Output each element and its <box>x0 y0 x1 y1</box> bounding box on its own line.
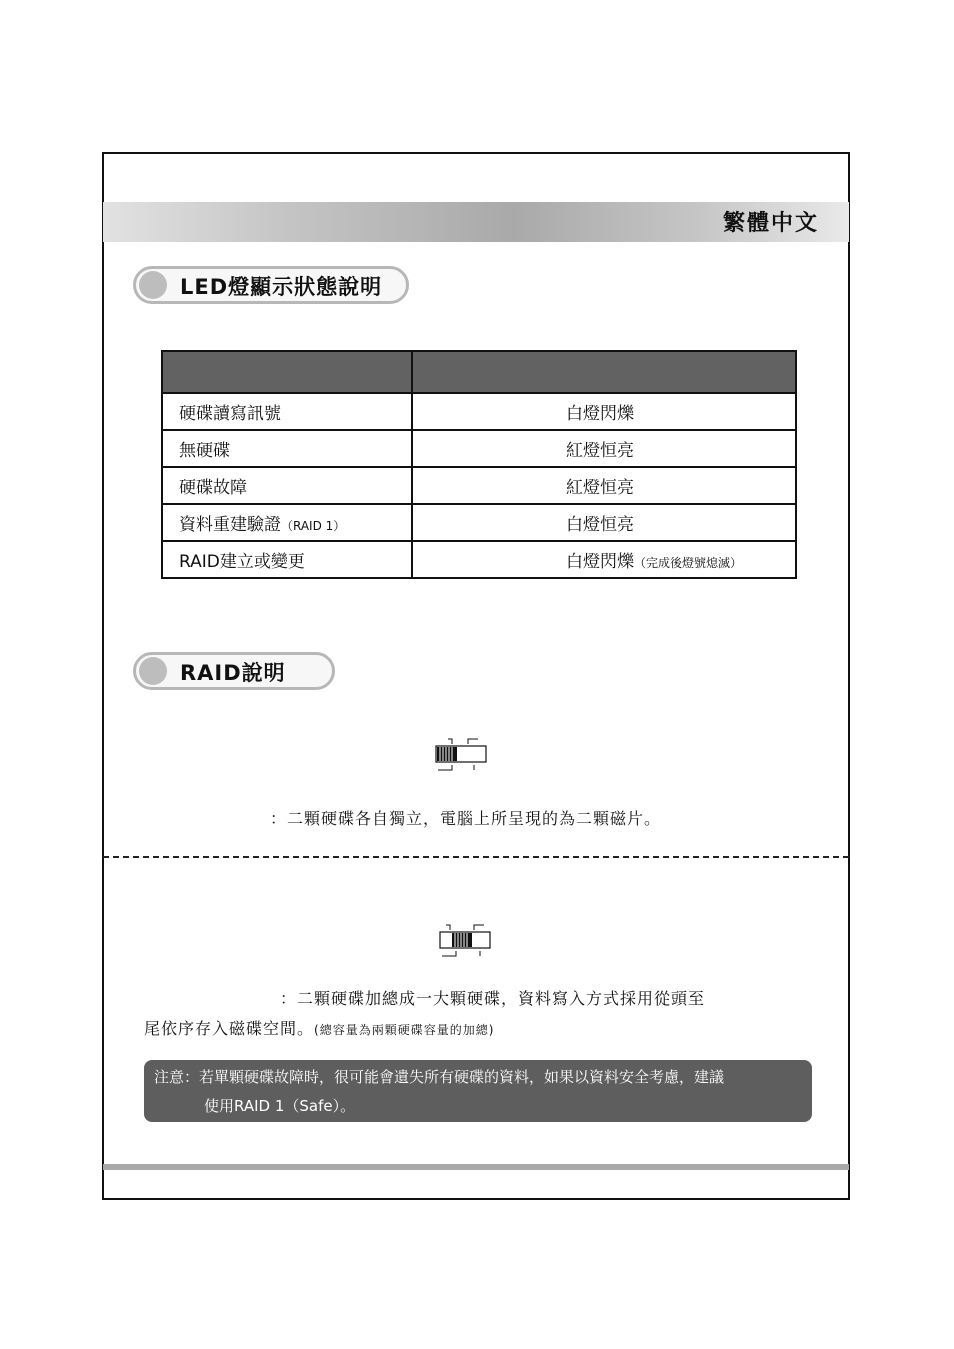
raid-switch-mode1-icon <box>434 738 488 772</box>
table-header-row <box>162 351 796 393</box>
led-cell: 紅燈恒亮 <box>412 467 796 504</box>
led-section-header <box>133 266 409 304</box>
raid-mode2-note: (總容量為兩顆硬碟容量的加總) <box>314 1023 495 1037</box>
raid-mode2-text: 尾依序存入磁碟空間。 <box>144 1019 315 1038</box>
status-cell: 硬碟讀寫訊號 <box>162 393 412 430</box>
dashed-divider <box>103 856 849 858</box>
led-cell: 白燈閃爍 <box>412 393 796 430</box>
notice-line2: 使用RAID 1（Safe）。 <box>204 1097 356 1115</box>
led-cell: 白燈恒亮 <box>412 504 796 541</box>
table-header-led <box>412 351 796 393</box>
table-header-status <box>162 351 412 393</box>
bullet-circle-icon <box>139 271 167 299</box>
led-note: （完成後燈號熄滅） <box>634 556 743 570</box>
raid-mode2-description-line2 <box>144 1016 494 1039</box>
status-note: （RAID 1） <box>281 519 346 533</box>
status-cell: RAID建立或變更 <box>162 541 412 578</box>
table-row <box>162 430 796 467</box>
table-row <box>162 393 796 430</box>
table-row <box>162 467 796 504</box>
bullet-circle-icon <box>139 657 167 685</box>
raid-mode2-description-line1: ：二顆硬碟加總成一大顆硬碟，資料寫入方式採用從頭至 <box>280 989 706 1008</box>
bottom-divider-bar <box>103 1164 849 1170</box>
notice-line1: 注意：若單顆硬碟故障時，很可能會遺失所有硬碟的資料，如果以資料安全考慮，建議 <box>154 1068 725 1086</box>
language-header-band <box>103 202 849 242</box>
raid-section-header <box>133 652 335 690</box>
raid-section-title: RAID說明 <box>180 661 286 685</box>
status-cell <box>162 504 412 541</box>
raid-mode1-description: ：二顆硬碟各自獨立，電腦上所呈現的為二顆磁片。 <box>270 809 662 828</box>
notice-box <box>144 1060 812 1122</box>
led-section-title: LED燈顯示狀態說明 <box>180 275 383 299</box>
table-row <box>162 504 796 541</box>
status-cell: 無硬碟 <box>162 430 412 467</box>
led-status-table <box>161 350 797 579</box>
language-label: 繁體中文 <box>722 211 819 236</box>
led-text: 白燈閃爍 <box>566 552 634 572</box>
led-cell: 紅燈恒亮 <box>412 430 796 467</box>
status-text: 資料重建驗證 <box>179 515 281 535</box>
table-row <box>162 541 796 578</box>
led-cell <box>412 541 796 578</box>
raid-switch-mode2-icon <box>438 924 492 958</box>
status-cell: 硬碟故障 <box>162 467 412 504</box>
